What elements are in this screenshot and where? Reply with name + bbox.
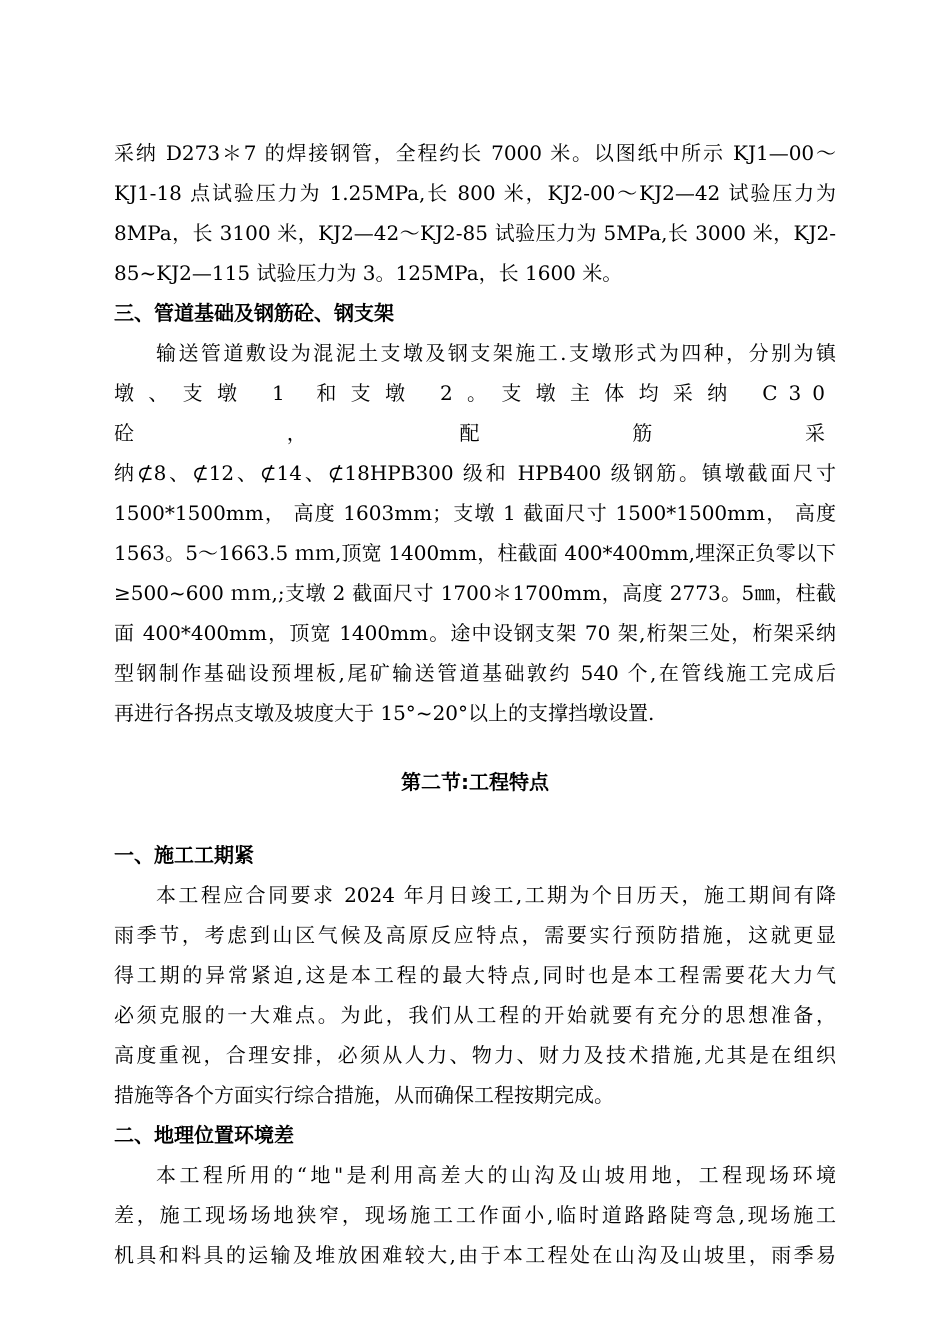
- text-line: 8MPa，长 3100 米，KJ2—42～KJ2-85 试验压力为 5MPa,长 3000 米，KJ2-: [114, 221, 836, 245]
- text-line: 得工期的异常紧迫,这是本工程的最大特点,同时也是本工程需要花大力气: [114, 963, 836, 987]
- text-line: 本工程应合同要求 2024 年月日竣工,工期为个日历天，施工期间有降: [156, 883, 836, 907]
- text-line: 雨季节，考虑到山区气候及高原反应特点，需要实行预防措施，这就更显: [114, 923, 836, 947]
- section-title-project-features: 第二节:工程特点: [401, 770, 549, 794]
- heading-poor-environment: 二、地理位置环境差: [114, 1123, 294, 1147]
- text-line: ≥500~600 ｍｍ,;支墩 2 截面尺寸 1700＊1700mm，高度 2773。5㎜，柱截: [114, 581, 836, 605]
- text-line: 墩、支墩 1 和支墩 2。支墩主体均采纳 C30 砼，配筋采: [114, 381, 836, 445]
- text-line: 必须克服的一大难点。为此，我们从工程的开始就要有充分的思想准备，: [114, 1003, 836, 1027]
- text-line: 1563。5～1663.5 ｍｍ,顶宽 1400mm，柱截面 400*400mm,埋深正负零以下: [114, 541, 836, 565]
- text-line: 再进行各拐点支墩及坡度大于 15°~20°以上的支撑挡墩设置.: [114, 701, 655, 725]
- text-line: 1500*1500mm， 高度 1603mm；支墩 1 截面尺寸 1500*1500mm， 高度: [114, 501, 836, 525]
- text-line: 本工程所用的“地"是利用高差大的山沟及山坡用地，工程现场环境: [156, 1163, 836, 1187]
- text-line: 输送管道敷设为混泥土支墩及钢支架施工.支墩形式为四种，分别为镇: [156, 341, 836, 365]
- heading-pipeline-foundation: 三、管道基础及钢筋砼、钢支架: [114, 301, 394, 325]
- text-line: 纳⊄8、⊄12、⊄14、⊄18HPB300 级和 HPB400 级钢筋。镇墩截面尺寸: [114, 461, 836, 485]
- text-line: 差，施工现场场地狭窄，现场施工工作面小,临时道路路陡弯急,现场施工: [114, 1203, 836, 1227]
- text-line: 机具和料具的运输及堆放困难较大,由于本工程处在山沟及山坡里，雨季易: [114, 1243, 836, 1267]
- text-line: 型钢制作基础设预埋板,尾矿输送管道基础敦约 540 个,在管线施工完成后: [114, 661, 836, 685]
- text-line: 面 400*400mm，顶宽 1400mm。途中设钢支架 70 架,桁架三处，桁架采纳: [114, 621, 836, 645]
- text-line: 高度重视，合理安排，必须从人力、物力、财力及技术措施,尤其是在组织: [114, 1043, 836, 1067]
- text-line: 采纳 D273＊7 的焊接钢管，全程约长 7000 米。以图纸中所示 KJ1—00～: [114, 141, 836, 165]
- text-line: KJ1-18 点试验压力为 1.25MPa,长 800 米，KJ2-00～KJ2—42 试验压力为: [114, 181, 836, 205]
- document-page: [114, 133, 836, 1275]
- heading-tight-schedule: 一、施工工期紧: [114, 843, 254, 867]
- text-line: 85~KJ2—115 试验压力为 3。125MPa，长 1600 米。: [114, 261, 623, 285]
- text-line: 措施等各个方面实行综合措施，从而确保工程按期完成。: [114, 1083, 614, 1107]
